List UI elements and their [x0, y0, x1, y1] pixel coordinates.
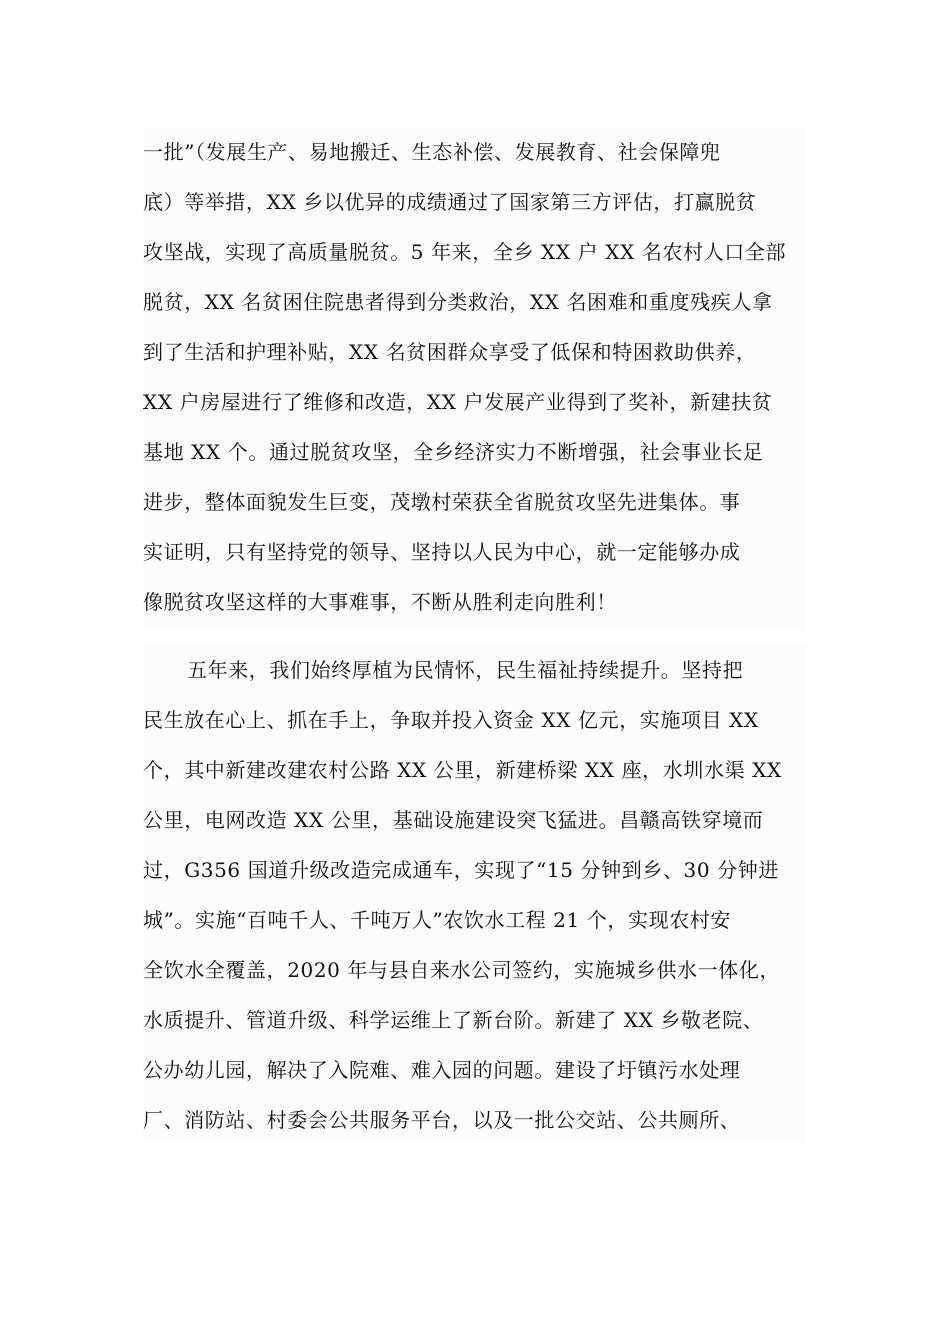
paragraph-line: 民生放在心上、抓在手上，争取并投入资金 XX 亿元，实施项目 XX — [143, 708, 759, 732]
paragraph-line: 实证明，只有坚持党的领导、坚持以人民为中心，就一定能够办成 — [143, 540, 741, 564]
paragraph-line: 底）等举措，XX 乡以优异的成绩通过了国家第三方评估，打赢脱贫 — [143, 190, 757, 214]
paragraph-line: 个，其中新建改建农村公路 XX 公里，新建桥梁 XX 座，水圳水渠 XX — [143, 758, 782, 782]
paragraph-poverty-alleviation — [143, 127, 805, 630]
paragraph-line: 到了生活和护理补贴，XX 名贫困群众享受了低保和特困救助供养， — [143, 340, 757, 364]
paragraph-line: XX 户房屋进行了维修和改造，XX 户发展产业得到了奖补，新建扶贫 — [143, 390, 773, 414]
paragraph-line: 像脱贫攻坚这样的大事难事，不断从胜利走向胜利！ — [143, 590, 617, 614]
paragraph-line: 城”。实施“百吨千人、千吨万人”农饮水工程 21 个，实现农村安 — [143, 908, 732, 932]
paragraph-line: 基地 XX 个。通过脱贫攻坚，全乡经济实力不断增强，社会事业长足 — [143, 440, 764, 464]
paragraph-line: 厂、消防站、村委会公共服务平台，以及一批公交站、公共厕所、 — [143, 1108, 741, 1132]
paragraph-first-line: 五年来，我们始终厚植为民情怀，民生福祉持续提升。坚持把 — [187, 658, 744, 682]
paragraph-line: 一批”（发展生产、易地搬迁、生态补偿、发展教育、社会保障兜 — [143, 140, 721, 164]
paragraph-line: 公办幼儿园，解决了入院难、难入园的问题。建设了圩镇污水处理 — [143, 1058, 741, 1082]
paragraph-line: 全饮水全覆盖，2020 年与县自来水公司签约，实施城乡供水一体化， — [143, 958, 781, 982]
paragraph-line: 攻坚战，实现了高质量脱贫。5 年来，全乡 XX 户 XX 名农村人口全部 — [143, 240, 787, 264]
paragraph-livelihood — [143, 645, 805, 1142]
paragraph-line: 脱贫，XX 名贫困住院患者得到分类救治，XX 名困难和重度残疾人拿 — [143, 290, 773, 314]
paragraph-line: 过，G356 国道升级改造完成通车，实现了“15 分钟到乡、30 分钟进 — [143, 858, 779, 882]
paragraph-line: 水质提升、管道升级、科学运维上了新台阶。新建了 XX 乡敬老院、 — [143, 1008, 764, 1032]
paragraph-line: 进步，整体面貌发生巨变，茂墩村荣获全省脱贫攻坚先进集体。事 — [143, 490, 741, 514]
paragraph-line: 公里，电网改造 XX 公里，基础设施建设突飞猛进。昌赣高铁穿境而 — [143, 808, 764, 832]
